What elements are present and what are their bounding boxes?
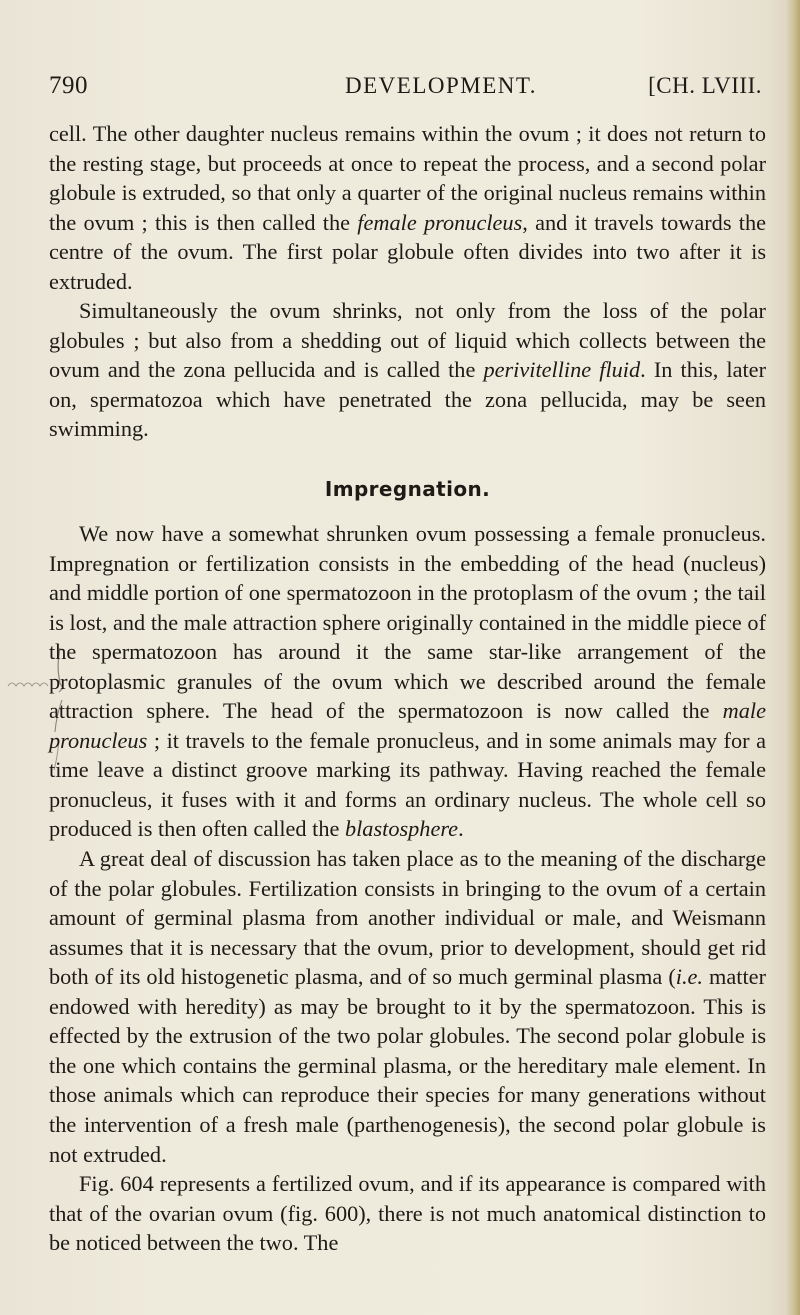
italic-term: i.e. [675,964,703,990]
text-run: A great deal of discussion has taken place as to the meaning of the discharge of the polar globules. Fertilization consists in bringing to the ovum of a certain amount of germinal plasma from another individual or male, and Weismann assumes that it is necessary that the ovum, prior to development, should get rid both of its old histogenetic plasma, and of so much germinal plasma ( [49,846,766,990]
page-number: 790 [49,72,88,99]
text-run: We now have a somewhat shrunken ovum possessing a female pronucleus. Impregnation or fertilization consists in the embedding of the head (nucleus) and middle portion of one spermatozoon in the protoplasm of the ovum ; the tail is lost, and the male attraction sphere originally contained in the middle piece of the spermatozoon has around it the same star-like arrangement of the protoplasmic granules of the ovum which we described around the female attraction sphere. The head of the spermatozoon is now called the [49,521,766,724]
text-run: . [458,816,464,842]
chapter-label: [CH. LVIII. [648,73,762,98]
page-edge-shadow [786,0,800,1315]
paragraph [49,844,766,1169]
text-run: , and it travels towards the centre of the ovum. The first polar globule often divides into two after it is extruded. [49,209,767,294]
paragraph [49,1169,766,1258]
paragraph [49,519,766,844]
italic-term: male pronucleus [49,698,766,753]
italic-term: female pronucleus [357,209,523,235]
text-run: matter endowed with heredity) as may be brought to it by the spermatozoon. This is effected by the extrusion of the two polar globules. The second polar globule is the one which contains the germinal plasma, or the hereditary male element. In those animals which can reproduce their species for many generations without the intervention of a fresh male (parthenogenesis), the second polar globule is not extruded. [49,964,766,1167]
paragraph [49,119,766,296]
italic-term: perivitelline fluid [483,357,641,383]
text-run: . In this, later on, spermatozoa which have penetrated the zona pellucida, may be seen swimming. [49,357,766,442]
page-header [49,72,762,106]
text-run: Simultaneously the ovum shrinks, not only from the loss of the polar globules ; but also from a shedding out of liquid which collects between the ovum and the zona pellucida and is called the [49,298,766,383]
text-run: Fig. 604 represents a fertilized ovum, and if its appearance is compared with that of the ovarian ovum (fig. 600), there is not much anatomical distinction to be noticed between the two. The [49,1171,766,1256]
section-heading: Impregnation. [324,477,491,502]
body-text [49,119,766,1258]
text-run: cell. The other daughter nucleus remains within the ovum ; it does not return to the resting stage, but proceeds at once to repeat the process, and a second polar globule is extruded, so that only a quarter of the original nucleus remains within the ovum ; this is then called the [49,121,766,235]
paragraph [49,296,766,444]
italic-term: blastosphere [344,816,459,842]
text-run: ; it travels to the female pronucleus, and in some animals may for a time leave a distinct groove marking its pathway. Having reached the female pronucleus, it fuses with it and forms an ordinary nucleus. The whole cell so produced is then often called the [49,727,766,842]
running-title: DEVELOPMENT. [345,73,537,98]
